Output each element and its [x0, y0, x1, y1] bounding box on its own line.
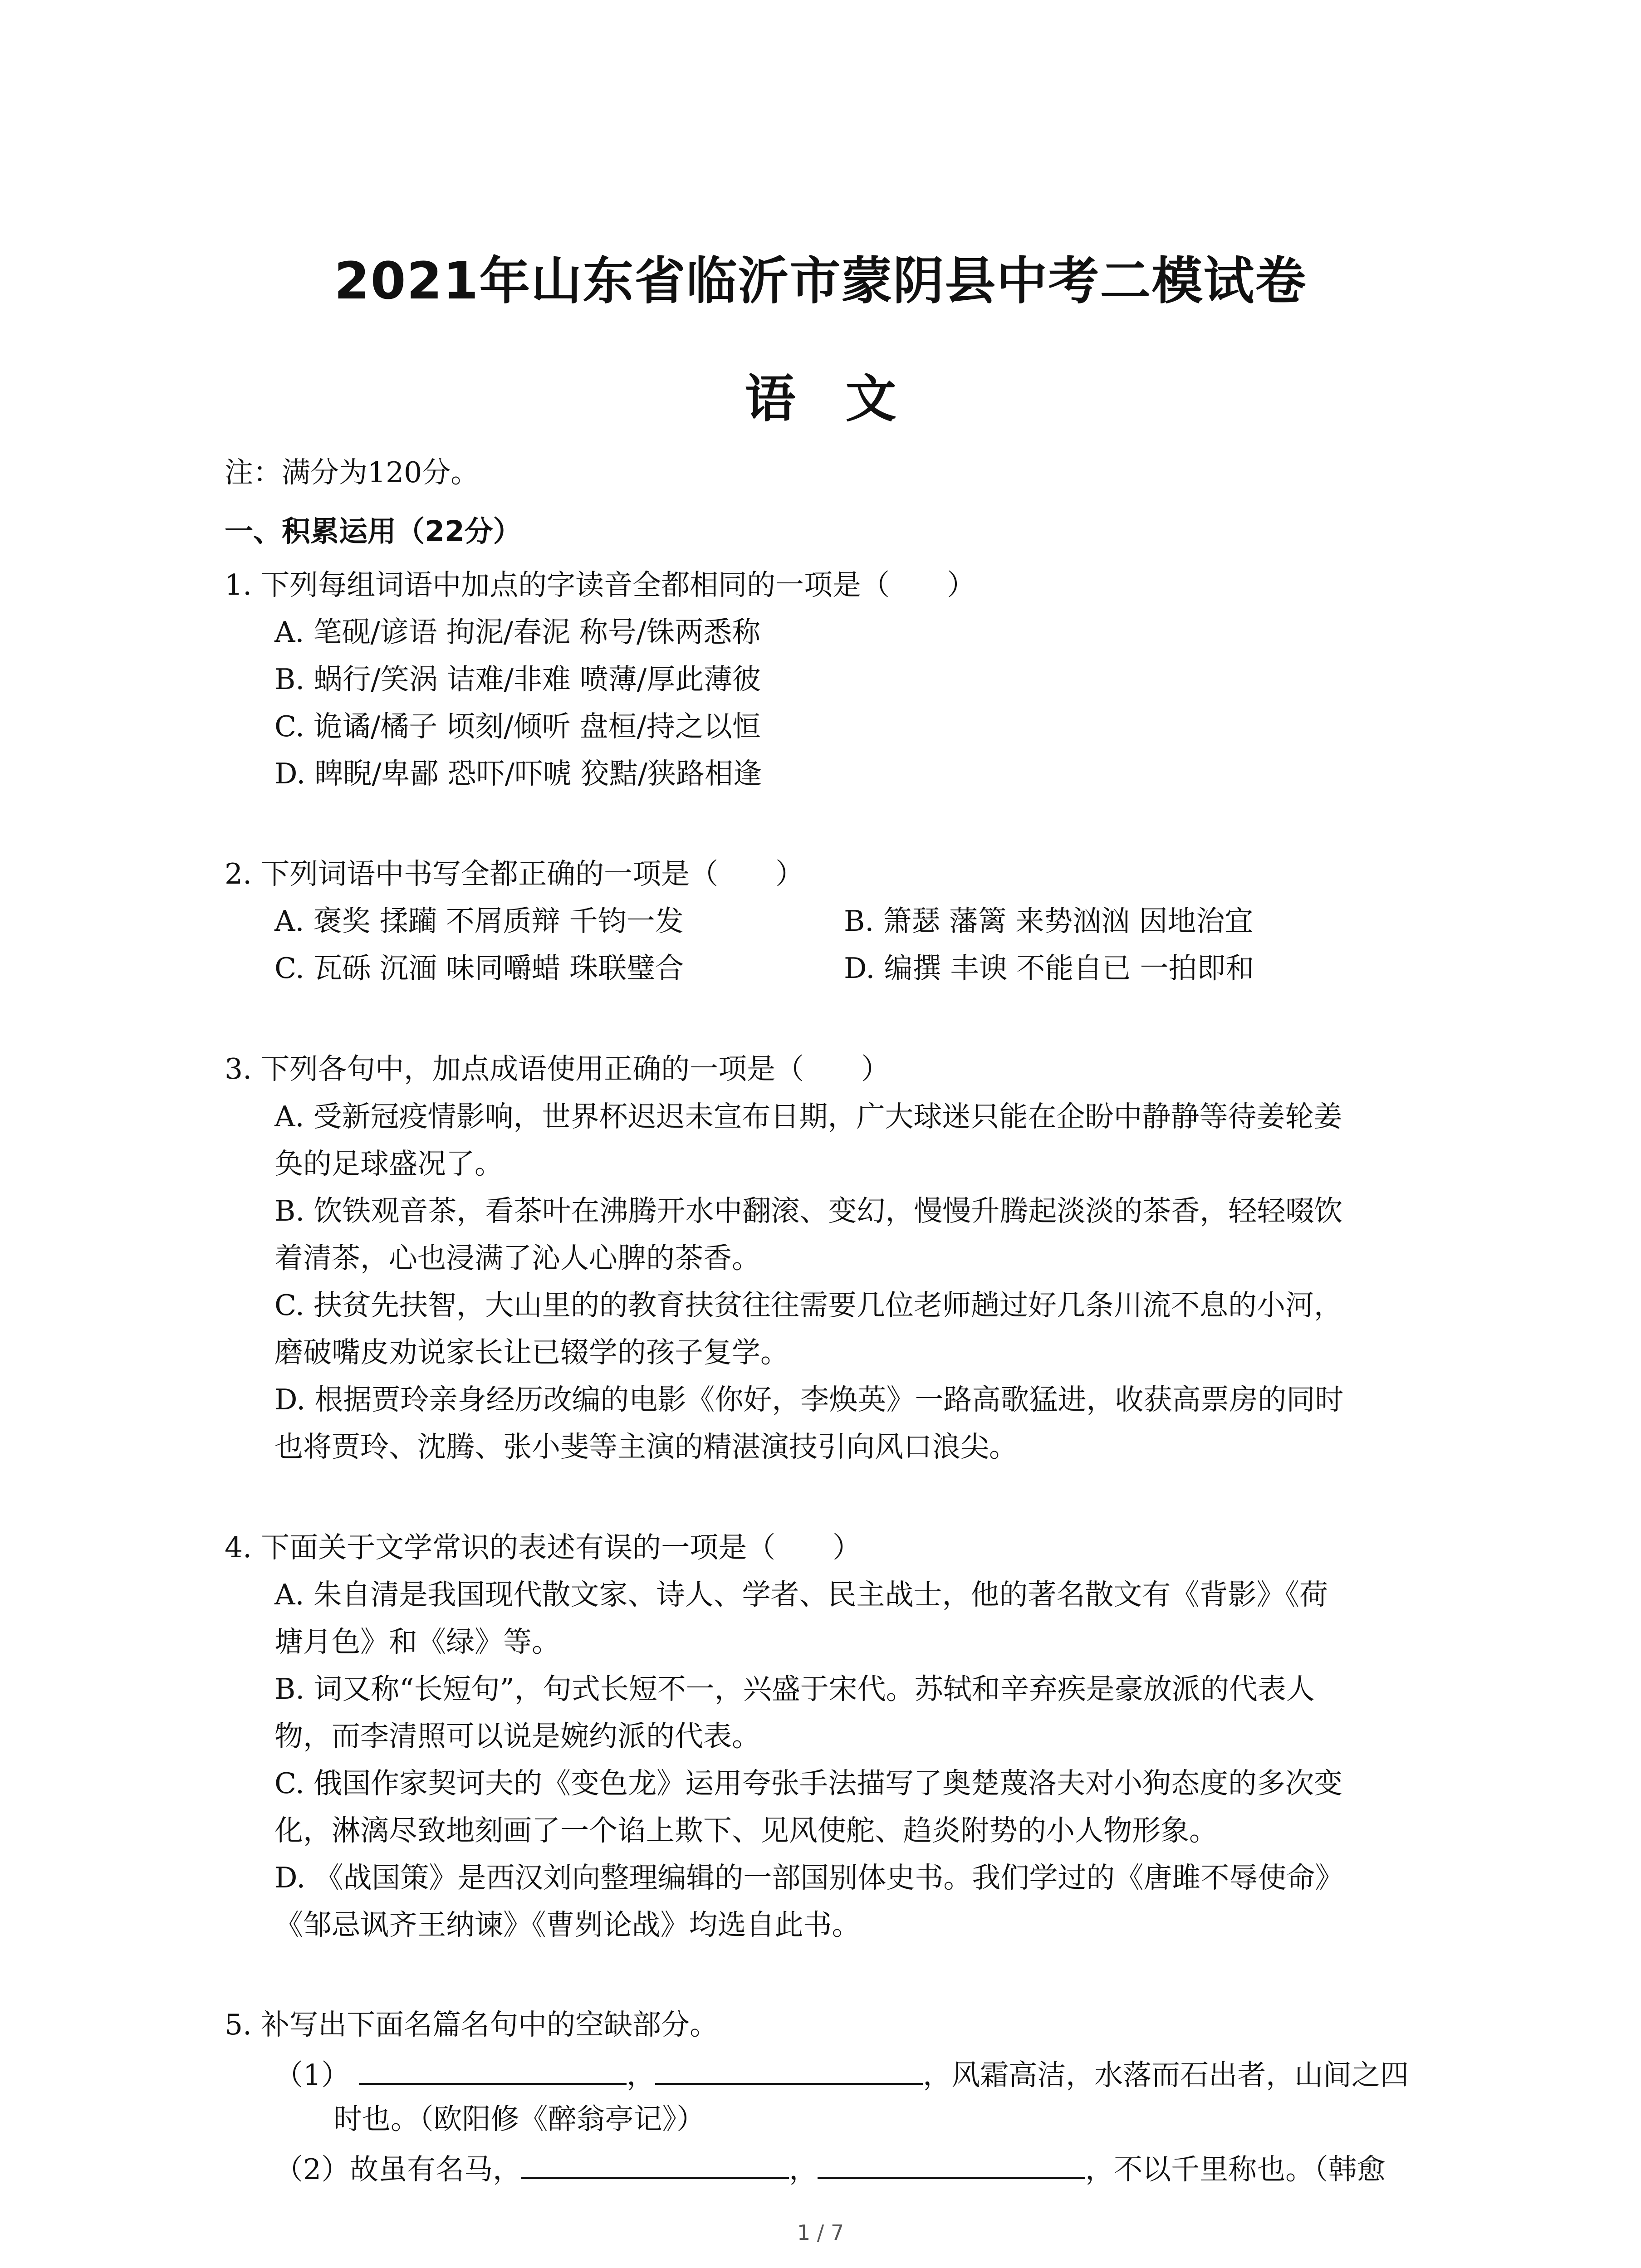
question-5-item-2	[274, 2152, 1386, 2184]
question-5-item-1	[274, 2058, 1409, 2092]
question-2-stem: 2. 下列词语中书写全都正确的一项是（ ）	[225, 857, 804, 890]
item-number: （1）	[274, 2058, 350, 2092]
fill-blank[interactable]	[359, 2058, 627, 2085]
question-1-option-d: D. 睥睨/卑鄙 恐吓/吓唬 狡黠/狭路相逢	[274, 757, 762, 790]
subject-title: 语文	[745, 370, 946, 429]
question-2-option-c: C. 瓦砾 沉湎 味同嚼蜡 珠联璧合	[274, 952, 684, 985]
exam-title: 2021年山东省临沂市蒙阴县中考二模试卷	[334, 252, 1307, 311]
question-4-stem: 4. 下面关于文学常识的表述有误的一项是（ ）	[225, 1531, 862, 1564]
fill-blank[interactable]	[521, 2152, 789, 2179]
question-3-line: A. 受新冠疫情影响，世界杯迟迟未宣布日期，广大球迷只能在企盼中静静等待姜轮姜	[274, 1100, 1342, 1133]
question-5-item-1-continued: 时也。（欧阳修《醉翁亭记》）	[333, 2102, 705, 2136]
question-3-line: B. 饮铁观音茶，看茶叶在沸腾开水中翻滚、变幻，慢慢升腾起淡淡的茶香，轻轻啜饮	[274, 1194, 1343, 1227]
question-4-line: B. 词又称“长短句”，句式长短不一，兴盛于宋代。苏轼和辛弃疾是豪放派的代表人	[274, 1672, 1315, 1706]
question-4-line: 化，淋漓尽致地刻画了一个谄上欺下、见风使舵、趋炎附势的小人物形象。	[274, 1814, 1218, 1847]
page-number: 1 / 7	[797, 2220, 844, 2245]
question-3-line: C. 扶贫先扶智，大山里的的教育扶贫往往需要几位老师趟过好几条川流不息的小河，	[274, 1289, 1343, 1322]
score-note: 注：满分为120分。	[225, 456, 480, 489]
question-3-stem: 3. 下列各句中，加点成语使用正确的一项是（ ）	[225, 1052, 890, 1085]
question-4-line: A. 朱自清是我国现代散文家、诗人、学者、民主战士，他的著名散文有《背影》《荷	[274, 1578, 1328, 1611]
item-number: （2）	[274, 2153, 350, 2186]
question-2-option-d: D. 编撰 丰谀 不能自已 一拍即和	[844, 952, 1254, 985]
question-1-option-b: B. 蜗行/笑涡 诘难/非难 喷薄/厚此薄彼	[274, 663, 761, 696]
question-2-option-b: B. 箫瑟 藩篱 来势汹汹 因地治宜	[844, 904, 1254, 938]
question-3-line: 磨破嘴皮劝说家长让已辍学的孩子复学。	[274, 1336, 789, 1369]
question-3-line: D. 根据贾玲亲身经历改编的电影《你好，李焕英》一路高歌猛进，收获高票房的同时	[274, 1383, 1344, 1416]
question-4-line: 《邹忌讽齐王纳谏》《曹刿论战》均选自此书。	[274, 1908, 861, 1941]
question-1-option-c: C. 诡谲/橘子 顷刻/倾听 盘桓/持之以恒	[274, 710, 761, 743]
question-5-stem: 5. 补写出下面名篇名句中的空缺部分。	[225, 2008, 719, 2041]
item-text: ，风霜高洁，水落而石出者，山间之四	[923, 2058, 1409, 2092]
question-1-option-a: A. 笔砚/谚语 拘泥/春泥 称号/铢两悉称	[274, 616, 761, 649]
question-2-option-a: A. 褒奖 揉躏 不屑质辩 千钧一发	[274, 904, 684, 938]
question-4-line: C. 俄国作家契诃夫的《变色龙》运用夸张手法描写了奥楚蔑洛夫对小狗态度的多次变	[274, 1767, 1343, 1800]
question-4-line: 塘月色》和《绿》等。	[274, 1625, 560, 1658]
separator: ，	[789, 2153, 818, 2186]
item-text: 故虽有名马，	[350, 2153, 522, 2186]
separator: ，	[627, 2058, 656, 2092]
question-3-line: 奂的足球盛况了。	[274, 1147, 503, 1180]
question-3-line: 着清茶，心也浸满了沁人心脾的茶香。	[274, 1242, 760, 1275]
question-1-stem: 1. 下列每组词语中加点的字读音全都相同的一项是（ ）	[225, 568, 976, 601]
question-4-line: 物，而李清照可以说是婉约派的代表。	[274, 1720, 760, 1753]
fill-blank[interactable]	[655, 2058, 923, 2085]
question-3-line: 也将贾玲、沈腾、张小斐等主演的精湛演技引向风口浪尖。	[274, 1430, 1018, 1463]
section-heading: 一、积累运用（22分）	[225, 515, 522, 548]
question-4-line: D. 《战国策》是西汉刘向整理编辑的一部国别体史书。我们学过的《唐雎不辱使命》	[274, 1861, 1344, 1894]
item-text: ，不以千里称也。（韩愈	[1085, 2153, 1386, 2186]
fill-blank[interactable]	[818, 2152, 1085, 2179]
